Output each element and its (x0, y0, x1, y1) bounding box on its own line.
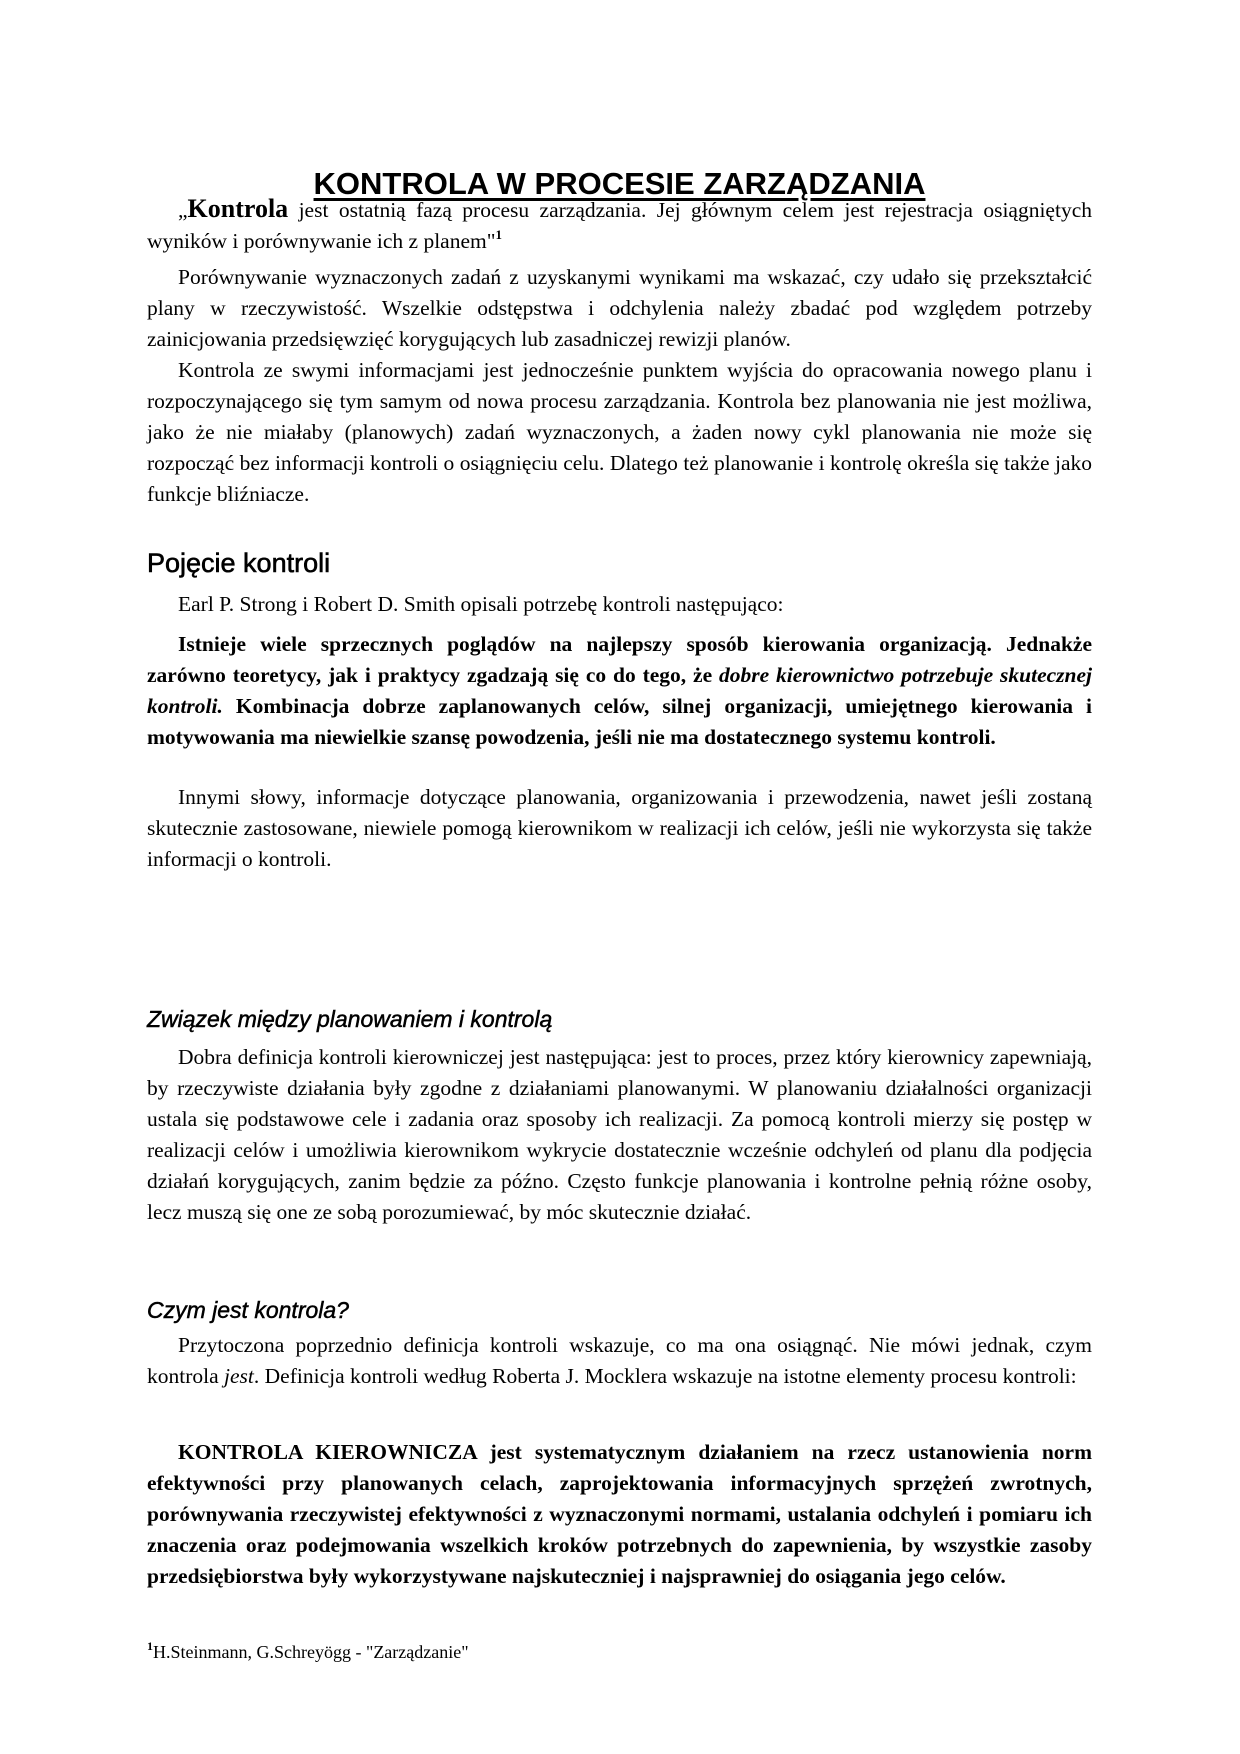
intro-term: Kontrola (187, 194, 289, 223)
paragraph-comparison: Porównywanie wyznaczonych zadań z uzyskanymi wynikami ma wskazać, czy udało się przekształcić plany w rzeczywistość. Wszelkie odstępstwa i odchylenia należy zbadać pod względem potrzeby zainicjowania przedsięwzięć korygujących lub zasadniczej rewizji planów. (147, 265, 1092, 351)
definition-text: jest systematycznym działaniem na rzecz ustanowienia norm efektywności przy planowanych celach, zaprojektowania informacyjnych sprzężeń zwrotnych, porównywania rzeczywistej efektywności z wyznaczonymi normami, ustalania odchyleń i pomiaru ich znaczenia oraz podejmowania wszelkich kroków potrzebnych do zapewnienia, by wszystkie zasoby przedsiębiorstwa były wykorzystywane najskuteczniej i najsprawniej do osiągania jego celów. (147, 1440, 1093, 1588)
paragraph-strong-smith-quote (147, 629, 1092, 753)
paragraph-definition (147, 1437, 1092, 1592)
czym-italic: jest (224, 1364, 254, 1388)
paragraph-czym-jest (147, 1330, 1092, 1392)
quote-part-2: Kombinacja dobrze zaplanowanych celów, silnej organizacji, umiejętnego kierowania i motywowania ma niewielkie szansę powodzenia, jeśli nie ma dostatecznego systemu kontroli. (147, 694, 1092, 749)
czym-text-2: . Definicja kontroli według Roberta J. Mocklera wskazuje na istotne elementy procesu kontroli: (253, 1364, 1077, 1388)
quote-italic: dobre kierownictwo potrzebuje skutecznej kontroli. (147, 663, 1092, 718)
intro-paragraph (147, 193, 1092, 257)
paragraph-strong-smith-lead: Earl P. Strong i Robert D. Smith opisali potrzebę kontroli następująco: (178, 592, 784, 616)
intro-text: jest ostatnią fazą procesu zarządzania. Jej głównym celem jest rejestracja osiągniętych wyników i porównywanie ich z planem" (147, 198, 1092, 253)
footnote-reference[interactable]: 1 (495, 227, 503, 242)
paragraph-innymi-slowy: Innymi słowy, informacje dotyczące planowania, organizowania i przewodzenia, nawet jeśli zostaną skutecznie zastosowane, niewiele pomogą kierownikom w realizacji ich celów, jeśli nie wykorzysta się także informacji o kontroli. (147, 785, 1092, 871)
footnote-number: 1 (147, 1639, 153, 1653)
paragraph-control-planning: Kontrola ze swymi informacjami jest jednocześnie punktem wyjścia do opracowania nowego planu i rozpoczynającego się tym samym od nowa procesu zarządzania. Kontrola bez planowania nie jest możliwa, jako że nie miałaby (planowych) zadań wyznaczonych, a żaden nowy cykl planowania nie może się rozpocząć bez informacji kontroli o osiągnięciu celu. Dlatego też planowanie i kontrolę określa się także jako funkcje bliźniacze. (147, 358, 1092, 506)
czym-text-1: Przytoczona poprzednio definicja kontroli wskazuje, co ma ona osiągnąć. Nie mówi jednak, czym kontrola (147, 1333, 1092, 1388)
footnote (147, 1639, 469, 1663)
title-text: KONTROLA W PROCESIE ZARZĄDZANIA (313, 165, 926, 201)
section-heading-czym-jest: Czym jest kontrola? (147, 1297, 349, 1323)
paragraph-zwiazek: Dobra definicja kontroli kierowniczej jest następująca: jest to proces, przez który kierownicy zapewniają, by rzeczywiste działania były zgodne z działaniami planowanymi. W planowaniu działalności organizacji ustala się podstawowe cele i zadania oraz sposoby ich realizacji. Za pomocą kontroli mierzy się postęp w realizacji celów i umożliwia kierownikom wykrycie dostatecznie wcześnie odchyleń od planu dla podjęcia działań korygujących, zanim będzie za późno. Często funkcje planowania i kontrolne pełnią różne osoby, lecz muszą się one ze sobą porozumiewać, by móc skutecznie działać. (147, 1045, 1092, 1224)
footnote-text: H.Steinmann, G.Schreyögg - "Zarządzanie" (153, 1642, 469, 1662)
definition-term: KONTROLA KIEROWNICZA (178, 1440, 477, 1464)
section-heading-zwiazek: Związek między planowaniem i kontrolą (147, 1006, 553, 1032)
section-heading-pojecie: Pojęcie kontroli (147, 548, 331, 578)
quote-mark: „ (178, 198, 188, 222)
quote-part-1: Istnieje wiele sprzecznych poglądów na najlepszy sposób kierowania organizacją. Jednakże zarówno teoretycy, jak i praktycy zgadzają się co do tego, że (147, 632, 1092, 687)
